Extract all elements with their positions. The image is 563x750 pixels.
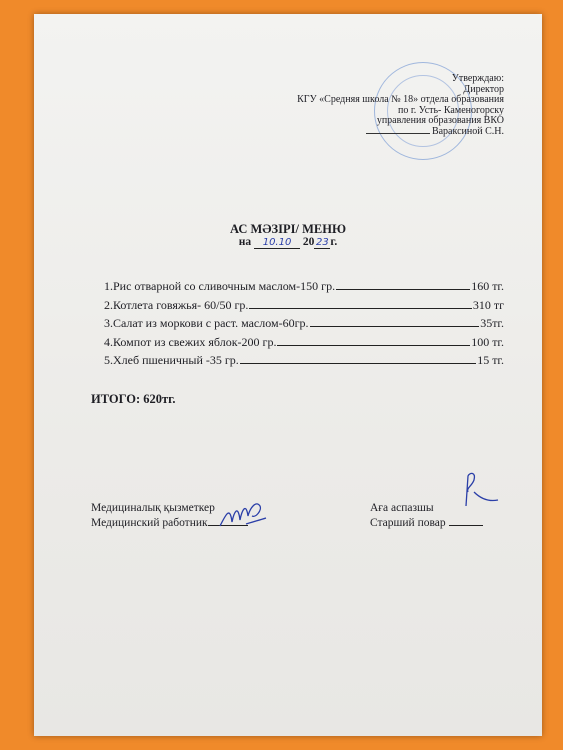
date-prefix: на <box>238 236 252 248</box>
chef-signature-icon <box>452 470 502 510</box>
fill-line <box>249 308 471 309</box>
total-amount: ИТОГО: 620тг. <box>91 392 176 406</box>
fill-line <box>336 289 470 290</box>
menu-item-text: 5.Хлеб пшеничный -35 гр. <box>104 353 239 367</box>
list-item <box>104 353 504 372</box>
menu-item-text: 2.Котлета говяжья- 60/50 гр. <box>104 297 249 312</box>
menu-item-price: 310 тг <box>472 297 504 312</box>
menu-item-price: 35тг. <box>480 316 504 330</box>
year-prefix: 20 <box>302 236 315 248</box>
approval-signatory <box>274 127 504 138</box>
fill-line <box>240 363 476 364</box>
chef-label-ru: Старший повар <box>370 517 446 529</box>
approval-line-2: Директор <box>463 83 504 95</box>
chef-label-kz: Аға аспазшы <box>370 502 434 514</box>
chef-signature-line <box>449 525 483 526</box>
medic-signature-icon <box>216 494 268 532</box>
menu-item-price: 160 тг. <box>471 279 504 293</box>
menu-date <box>34 236 542 249</box>
list-item <box>104 298 504 317</box>
medic-label-ru: Медицинский работник <box>91 517 208 529</box>
chef-label-row <box>370 516 483 531</box>
date-handwritten: 10.10 <box>254 237 300 249</box>
list-item <box>104 279 504 298</box>
list-item <box>104 316 504 335</box>
menu-item-text: 1.Рис отварной со сливочным маслом-150 гр. <box>104 279 336 293</box>
menu-item-price: 15 тг. <box>477 353 504 367</box>
approval-name: Вараксиной С.Н. <box>431 125 504 137</box>
menu-item-text: 4.Компот из свежих яблок-200 гр. <box>104 334 277 349</box>
menu-list <box>104 279 504 372</box>
approval-line-3: КГУ «Средняя школа № 18» отдела образования <box>297 94 504 106</box>
approval-block <box>274 74 504 138</box>
approval-line-5: управления образования ВКО <box>376 115 504 127</box>
document-page <box>34 14 542 736</box>
year-suffix: г. <box>330 236 338 248</box>
page-title: АС МӘЗІРІ/ МЕНЮ <box>229 222 347 236</box>
menu-item-price: 100 тг. <box>471 334 504 349</box>
approval-line-4: по г. Усть- Каменогорску <box>397 104 504 116</box>
menu-item-text: 3.Салат из моркови с раст. маслом-60гр. <box>104 316 309 330</box>
approval-signature-line <box>366 133 430 134</box>
medic-label-kz: Медициналық қызметкер <box>91 502 215 514</box>
approval-line-1: Утверждаю: <box>451 73 504 84</box>
year-handwritten: 23 <box>316 237 329 248</box>
fill-line <box>310 326 480 327</box>
list-item <box>104 335 504 354</box>
fill-line <box>277 345 470 346</box>
